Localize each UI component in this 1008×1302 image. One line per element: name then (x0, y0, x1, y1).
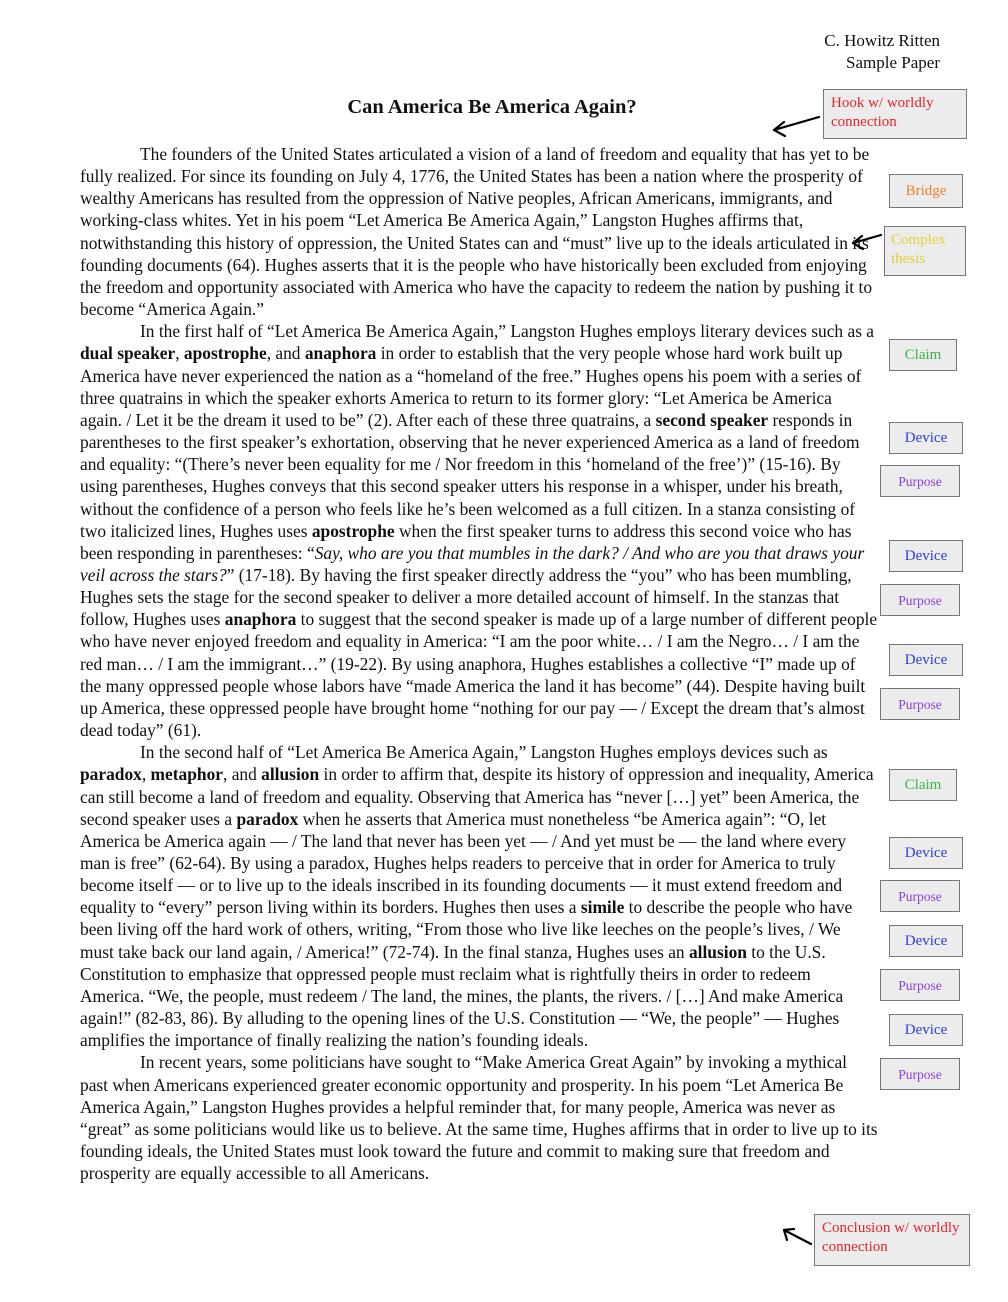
device-term: paradox (236, 808, 299, 829)
text-run: , and (266, 343, 305, 364)
author-name: C. Howitz Ritten (824, 31, 940, 50)
annotation-label: Device (904, 844, 948, 861)
annotation-label: Purpose (898, 1066, 942, 1082)
annotation-label: Purpose (898, 473, 942, 489)
device-term: second speaker (655, 409, 769, 430)
annotation-label: Purpose (898, 696, 942, 712)
annotation-label: Hook w/ worldly connection (831, 95, 934, 130)
device-term: paradox (80, 764, 142, 785)
annotation-label: Device (904, 932, 948, 949)
text-run: to describe the people who have been living off the hard work of others, writing, “From those who live like leeches on the people’s lives, / We must take back our land again, / America!” (72-74). In the final stanza, Hughes uses an (80, 897, 853, 962)
paper-label: Sample Paper (846, 53, 940, 72)
page-title: Can America Be America Again? (347, 96, 637, 118)
text-run: In the first half of “Let America Be America Again,” Langston Hughes employs literary devices such as a (140, 321, 875, 342)
annotation-label: Device (904, 1021, 948, 1038)
annotation-label: Device (904, 429, 948, 446)
hook-arrow-icon (774, 117, 819, 136)
annotation-label: Purpose (898, 592, 942, 608)
text-run: In the second half of “Let America Be America Again,” Langston Hughes employs devices such as (140, 742, 828, 763)
italic-quote: Say, who are you that mumbles in the dark? / And who are you that draws your veil across the stars? (80, 542, 865, 585)
device-term: anaphora (304, 343, 377, 364)
text-run: responds in parentheses to the first speaker’s exhortation, observing that he never experienced America as a land of freedom and equality: “(There’s never been equality for me / Nor freedom in this ‘homeland of the free’)” (15-16). By using parentheses, Hughes conveys that this second speaker utters his response in a whisper, under his breath, without the confidence of a person who feels like he’s been welcomed as a full citizen. In a stanza consisting of two italicized lines, Hughes uses (80, 409, 860, 541)
text-run: In recent years, some politicians have sought to “Make America Great Again” by invoking a mythical past when Americans experienced greater economic opportunity and prosperity. In his poem “Let America Be America Again,” Langston Hughes provides a helpful reminder that, for many people, America was never as “great” as some politicians would like us to believe. At the same time, Hughes affirms that in order to live up to its founding ideals, the United States must look toward the future and commit to making sure that freedom and prosperity are equally accessible to all Americans. (80, 1052, 878, 1184)
device-term: simile (580, 897, 625, 918)
annotation-label: Conclusion w/ worldly connection (822, 1220, 960, 1255)
annotation-label: Claim (904, 346, 942, 363)
annotation-label: Claim (904, 776, 942, 793)
device-term: anaphora (224, 609, 297, 630)
device-term: allusion (688, 941, 747, 962)
text-run: ” (17-18). By having the first speaker directly address the “you” who has been mumbling, Hughes sets the stage for the second speaker to deliver a more detailed account of himself. In the stanzas that follow, Hughes uses (80, 564, 852, 630)
annotation-label: Complex thesis (891, 232, 946, 267)
annotation-label: Bridge (905, 182, 947, 199)
text-run: to suggest that the second speaker is made up of a large number of different people who have never enjoyed freedom and equality in America: “I am the poor white… / I am the Negro… / I am the red man… / I am the immigrant…” (19-22). By using anaphora, Hughes establishes a collective “I” made up of the many oppressed people whose labors have “made America the land it has become” (44). Despite having built up America, these oppressed people have brought home “nothing for our pay — / Except the dream that’s almost dead today” (61). (80, 609, 878, 741)
device-term: apostrophe (311, 520, 395, 541)
annotation-label: Device (904, 547, 948, 564)
text-run: to the U.S. Constitution to emphasize that oppressed people must reclaim what is rightfully theirs in order to redeem America. “We, the people, must redeem / The land, the mines, the plants, the rivers. / […] And make America again!” (82-83, 86). By alluding to the opening lines of the U.S. Constitution — “We, the people” — Hughes amplifies the importance of finally realizing the nation’s founding ideals. (80, 941, 844, 1051)
text-run: when he asserts that America must nonetheless “be America again”: “O, let America be America again — / The land that never has been yet — / And yet must be — the land where every man is free” (62-64). By using a paradox, Hughes helps readers to perceive that in order for America to truly become itself — or to live up to the ideals inscribed in its founding documents — it must extend freedom and equality to “every” person living within its borders. Hughes then uses a (80, 808, 847, 918)
device-term: allusion (261, 764, 320, 785)
text-run: in order to establish that the very people whose hard work built up America have never experienced the nation as a “homeland of the free.” Hughes opens his poem with a series of three quatrains in which the speaker exhorts America to return to its former glory: “Let America be America again. / Let it be the dream it used to be” (2). After each of these three quatrains, a (80, 343, 862, 430)
device-term: apostrophe (183, 343, 267, 364)
text-run: , (141, 764, 151, 785)
device-term: dual speaker (80, 343, 176, 364)
annotation-label: Device (904, 651, 948, 668)
text-run: when the first speaker turns to address this second voice who has been responding in parentheses: “ (80, 520, 852, 563)
thesis-arrow-icon (853, 235, 881, 249)
text-run: , and (223, 764, 262, 785)
device-term: metaphor (150, 764, 223, 785)
text-run: The founders of the United States articulated a vision of a land of freedom and equality that has yet to be fully realized. For since its founding on July 4, 1776, the United States has been a nation where the prosperity of wealthy Americans has resulted from the oppression of Native peoples, African Americans, immigrants, and working-class whites. Yet in his poem “Let America Be America Again,” Langston Hughes affirms that, notwithstanding this history of oppression, the United States can and “must” live up to the ideals articulated in its founding documents (64). Hughes asserts that it is the people who have historically been excluded from enjoying the freedom and opportunity associated with America who have the capacity to redeem the nation by pushing it to become “America Again.” (80, 144, 873, 320)
text-run: in order to affirm that, despite its history of oppression and inequality, America can still become a land of freedom and equality. Observing that America has “never […] yet” been America, the second speaker uses a (80, 764, 874, 829)
text-run: , (175, 343, 184, 364)
annotation-label: Purpose (898, 977, 942, 993)
conclusion-arrow-icon (784, 1229, 811, 1244)
annotation-label: Purpose (898, 888, 942, 904)
